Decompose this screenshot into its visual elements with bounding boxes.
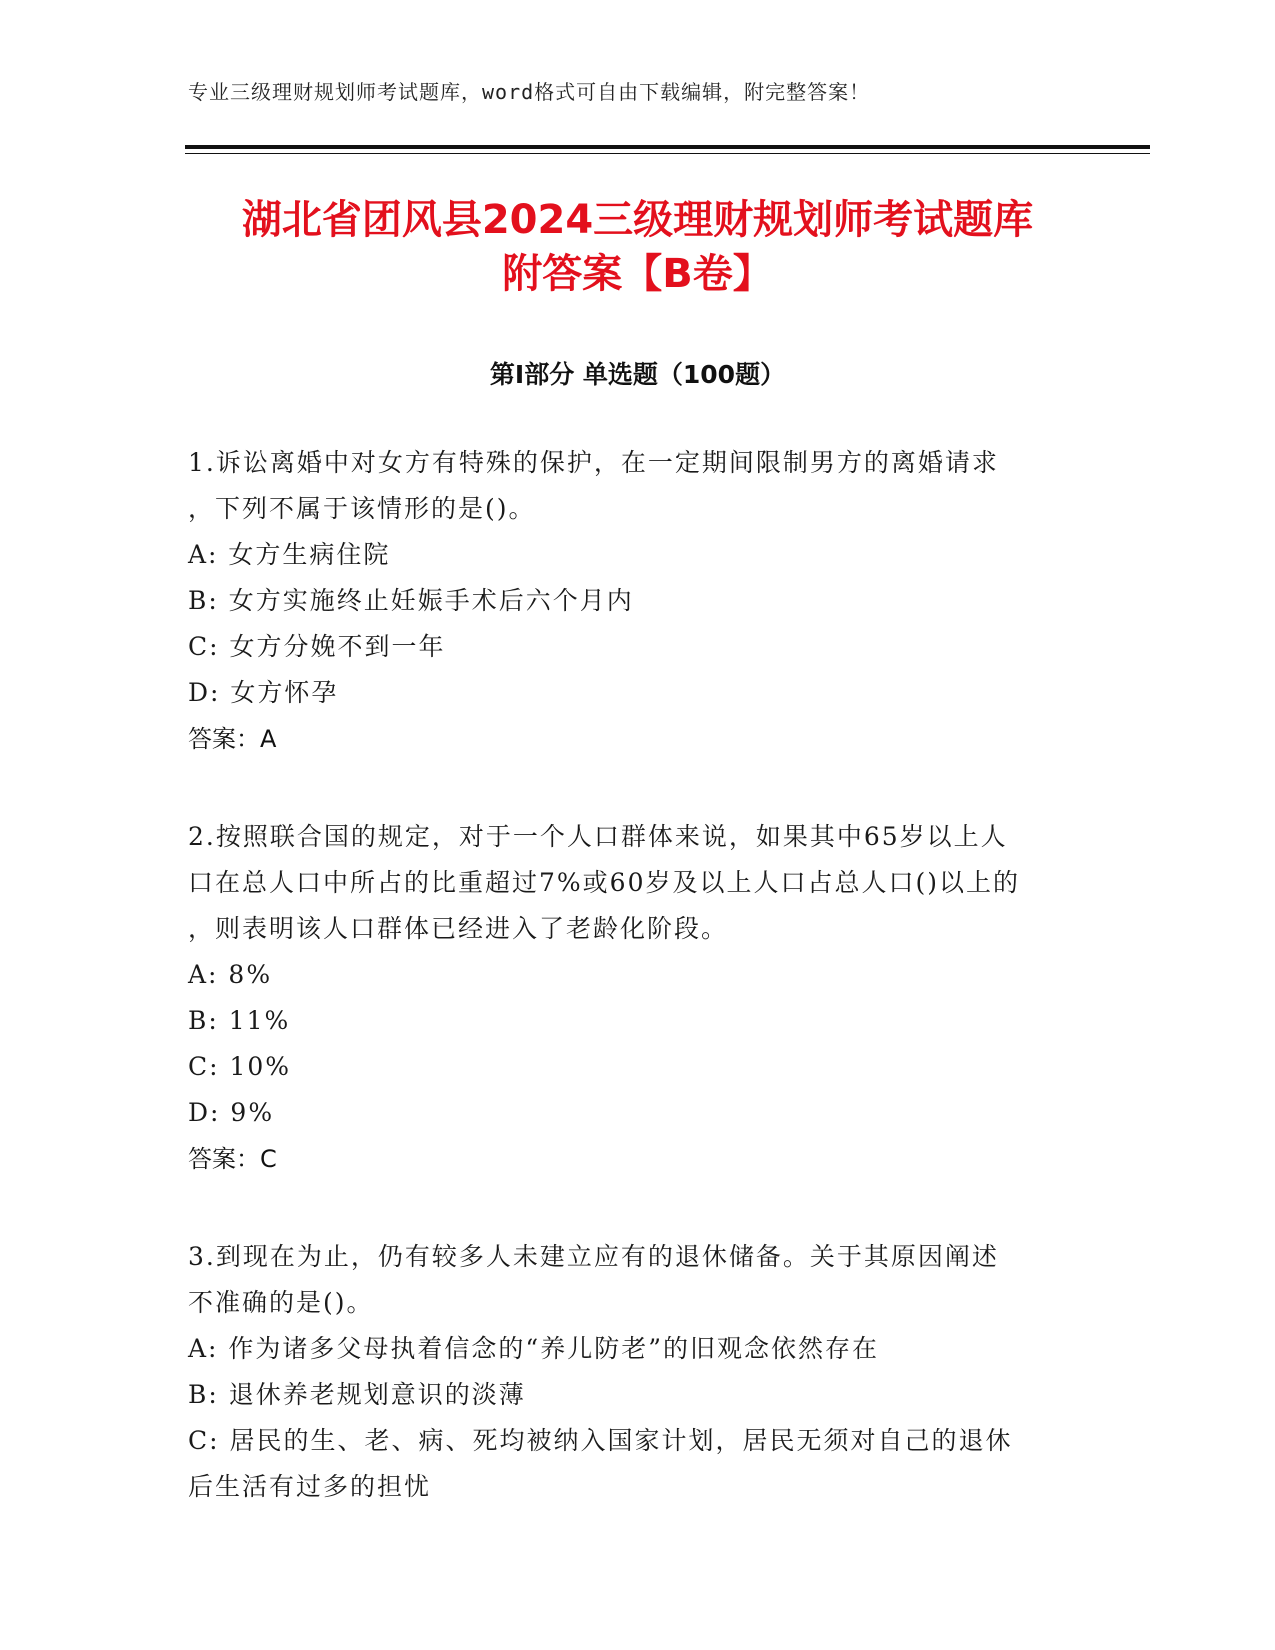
option-c: C: 女方分娩不到一年: [188, 632, 446, 661]
answer-line: 答案：A: [188, 725, 277, 753]
option-b: B: 女方实施终止妊娠手术后六个月内: [188, 586, 634, 615]
question-stem-line: ，则表明该人口群体已经进入了老龄化阶段。: [188, 914, 729, 943]
title-line-1: 湖北省团风县2024三级理财规划师考试题库: [241, 197, 1034, 243]
question-list: [188, 440, 1088, 1562]
option-b: B: 退休养老规划意识的淡薄: [188, 1380, 526, 1409]
question-2: [188, 814, 1088, 1182]
answer-line: 答案：C: [188, 1145, 277, 1173]
option-a: A: 女方生病住院: [188, 540, 391, 569]
question-stem-line: ，下列不属于该情形的是()。: [188, 494, 536, 523]
option-c: C: 居民的生、老、病、死均被纳入国家计划，居民无须对自己的退休: [188, 1426, 1013, 1455]
option-b: B: 11%: [188, 1006, 291, 1035]
option-a: A: 作为诸多父母执着信念的“养儿防老”的旧观念依然存在: [188, 1334, 879, 1363]
question-stem-line: 1.诉讼离婚中对女方有特殊的保护，在一定期间限制男方的离婚请求: [188, 448, 999, 477]
option-c: C: 10%: [188, 1052, 292, 1081]
option-c-continued: 后生活有过多的担忧: [188, 1472, 432, 1501]
header-rule-thick: [185, 145, 1150, 149]
header-note: 专业三级理财规划师考试题库，word格式可自由下载编辑，附完整答案！: [188, 80, 871, 104]
question-3: [188, 1234, 1088, 1510]
question-1: [188, 440, 1088, 762]
option-a: A: 8%: [188, 960, 273, 989]
option-d: D: 9%: [188, 1098, 275, 1127]
question-stem-line: 不准确的是()。: [188, 1288, 374, 1317]
title-line-2: 附答案【B卷】: [502, 251, 773, 297]
question-stem-line: 2.按照联合国的规定，对于一个人口群体来说，如果其中65岁以上人: [188, 822, 1008, 851]
question-stem-line: 口在总人口中所占的比重超过7%或60岁及以上人口占总人口()以上的: [188, 868, 1020, 897]
question-stem-line: 3.到现在为止，仍有较多人未建立应有的退休储备。关于其原因阐述: [188, 1242, 999, 1271]
document-title: [150, 193, 1125, 301]
section-title: 第Ⅰ部分 单选题（100题）: [489, 360, 786, 389]
header-rule-thin: [185, 153, 1150, 154]
option-d: D: 女方怀孕: [188, 678, 339, 707]
